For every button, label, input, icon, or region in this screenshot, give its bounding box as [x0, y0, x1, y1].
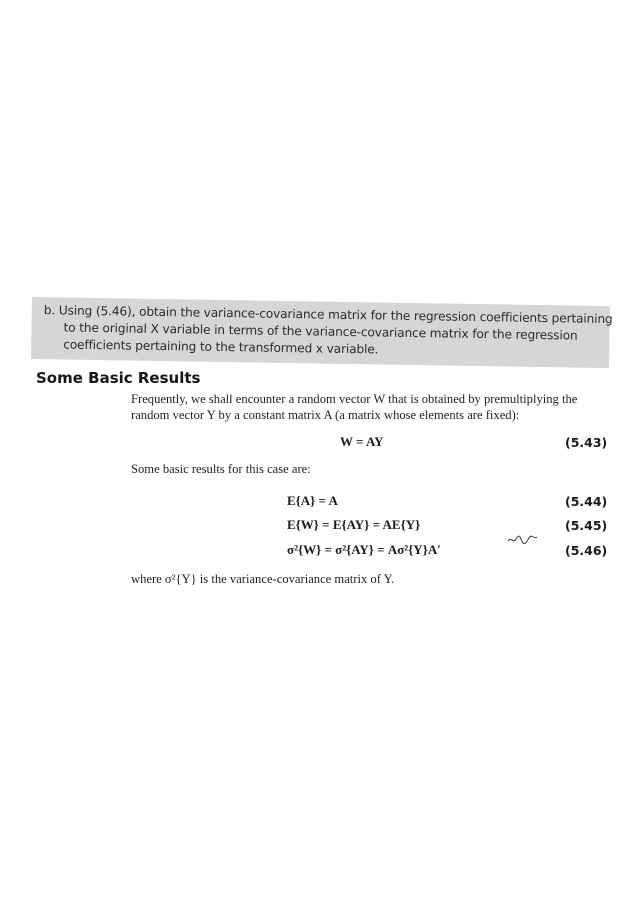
- intro-line: Frequently, we shall encounter a random vector W that is obtained by premultiplying the: [131, 392, 578, 406]
- closing-text: where σ²{Y} is the variance-covariance matrix of Y.: [131, 572, 395, 586]
- intro-line: random vector Y by a constant matrix A (a matrix whose elements are fixed):: [131, 408, 520, 422]
- exercise-line: to the original X variable in terms of the variance-covariance matrix for the regression: [63, 320, 578, 343]
- equation-number-5-45: (5.45): [565, 518, 608, 533]
- exercise-line: b. Using (5.46), obtain the variance-covariance matrix for the regression coefficients pertaining: [43, 303, 613, 327]
- equation-number-5-44: (5.44): [565, 494, 608, 509]
- equation-number-5-46: (5.46): [565, 543, 608, 558]
- exercise-text: [43, 302, 613, 362]
- equation-5-44: E{A} = A: [287, 493, 338, 508]
- lead-in-text: Some basic results for this case are:: [131, 462, 311, 476]
- exercise-line: coefficients pertaining to the transformed x variable.: [63, 337, 379, 357]
- equation-5-43: W = AY: [340, 434, 384, 449]
- equation-number-5-43: (5.43): [565, 435, 608, 450]
- intro-paragraph: [131, 391, 606, 423]
- exercise-box: [31, 297, 613, 368]
- equation-5-45: E{W} = E{AY} = AE{Y}: [287, 517, 421, 532]
- signature-scribble: [506, 532, 540, 546]
- equation-5-46: σ²{W} = σ²{AY} = Aσ²{Y}A′: [287, 542, 441, 557]
- section-heading: Some Basic Results: [36, 369, 201, 387]
